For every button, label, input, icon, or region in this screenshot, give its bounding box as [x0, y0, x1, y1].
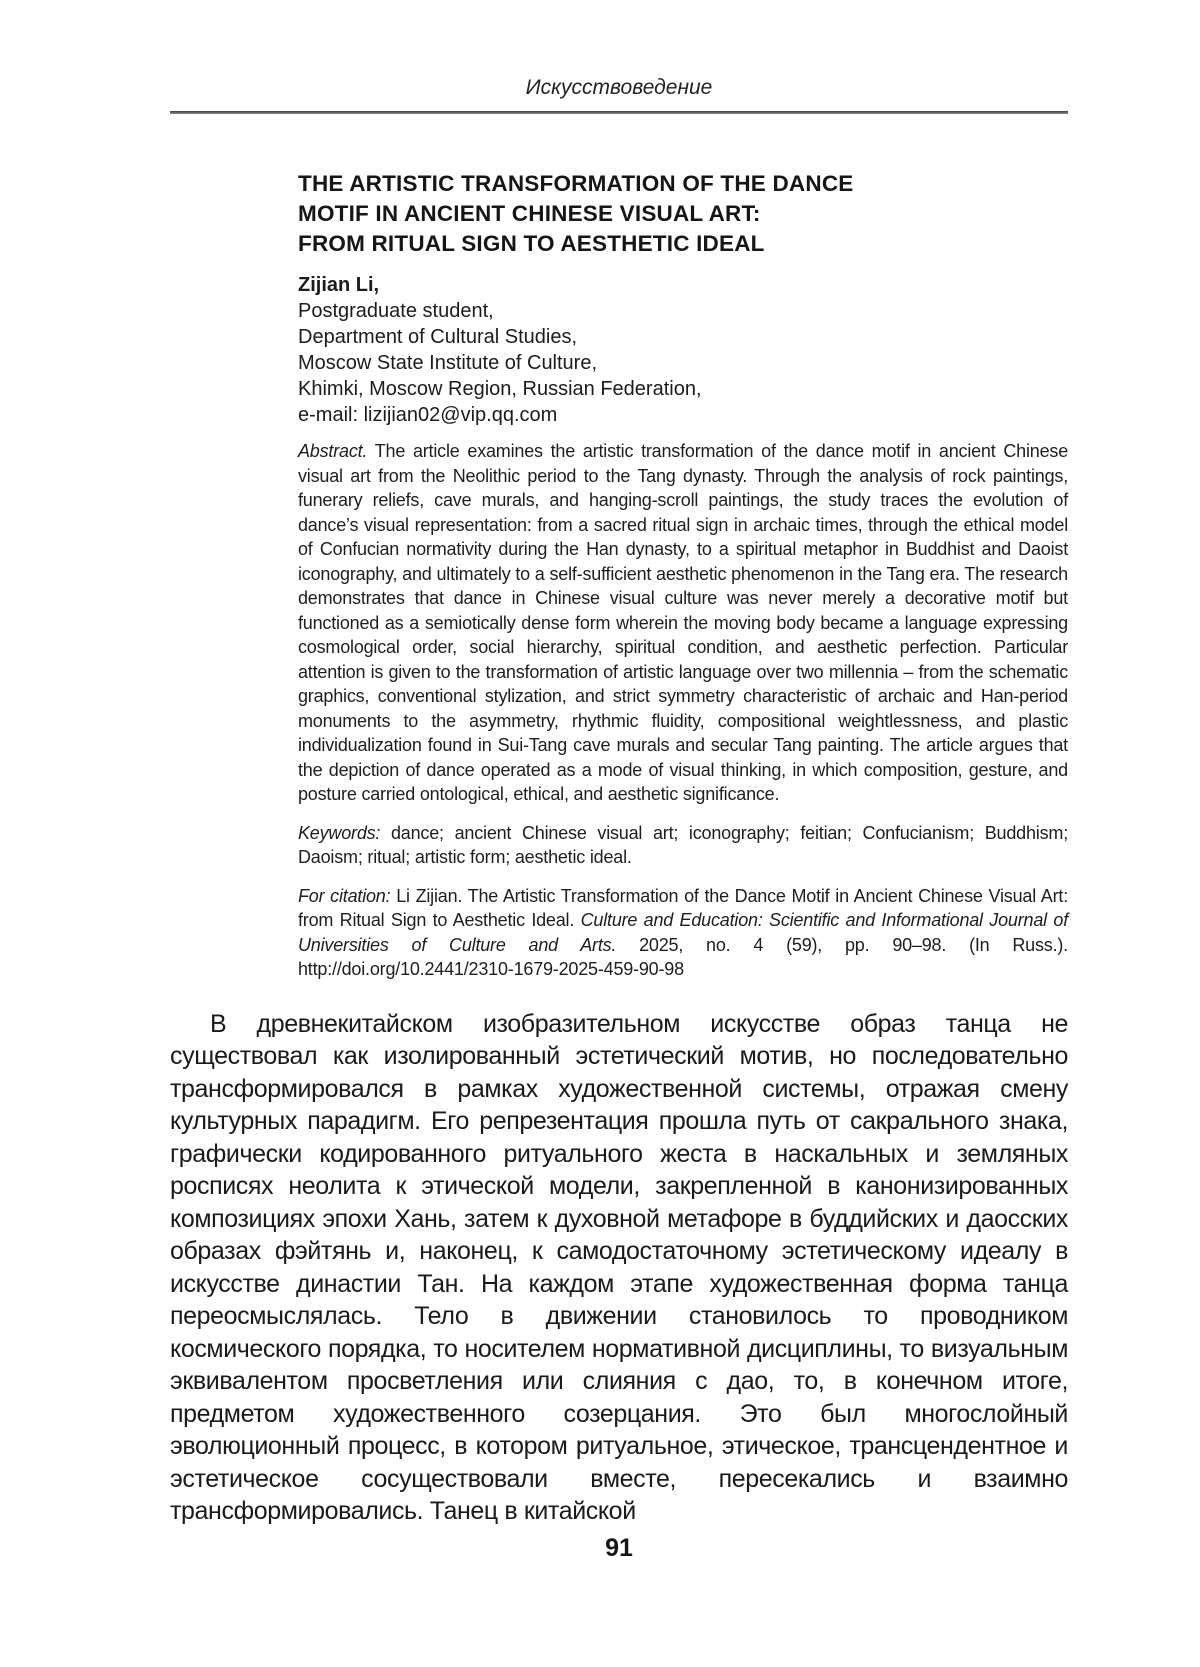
header-rule: [170, 111, 1068, 114]
abstract-label: Abstract.: [298, 441, 368, 461]
article-head-block: [298, 169, 1068, 982]
citation-text: Li Zijian. The Artistic Transformation of the Dance Motif in Ancient Chinese Visual Art: from Ritual Sign to Aesthetic Ideal.: [298, 885, 1068, 930]
citation-paragraph: [298, 884, 1068, 982]
author-affiliation-line: Postgraduate student,: [298, 300, 494, 322]
running-head: Искусствоведение: [525, 76, 713, 99]
title-line: THE ARTISTIC TRANSFORMATION OF THE DANCE: [298, 171, 854, 196]
author-block: [298, 272, 1068, 428]
keywords-label: Keywords:: [298, 822, 381, 843]
page-content: [170, 0, 1068, 1528]
article-title: [298, 169, 1068, 259]
keywords-text: dance; ancient Chinese visual art; iconography; feitian; Confucianism; Buddhism; Daoism; ritual; artistic form; aesthetic ideal.: [298, 822, 1068, 867]
citation-journal-title: Culture and Education: Scientific and Informational Journal of Universities of Culture and Arts.: [298, 910, 1068, 955]
citation-label: For citation:: [298, 885, 391, 906]
abstract-paragraph: [298, 439, 1068, 807]
title-line: FROM RITUAL SIGN TO AESTHETIC IDEAL: [298, 231, 765, 256]
keywords-paragraph: [298, 821, 1068, 870]
author-affiliation-line: Khimki, Moscow Region, Russian Federation,: [298, 378, 702, 400]
title-line: MOTIF IN ANCIENT CHINESE VISUAL ART:: [298, 201, 761, 226]
author-affiliation-line: Moscow State Institute of Culture,: [298, 352, 598, 374]
citation-doi-text: 2025, no. 4 (59), pp. 90–98. (In Russ.). http://doi.org/10.2441/2310-1679-2025-459-90-98: [298, 934, 1068, 979]
author-affiliation-line: Department of Cultural Studies,: [298, 326, 578, 348]
body-paragraph-ru: В древнекитайском изобразительном искусстве образ танца не существовал как изолированный эстетический мотив, но последовательно трансформировался в рамках художественной системы, отражая смену культурных парадигм. Его репрезентация прошла путь от сакрального знака, графически кодированного ритуального жеста в наскальных и земляных росписях неолита к этической модели, закрепленной в канонизированных композициях эпохи Хань, затем к духовной метафоре в буддийских и даосских образах фэйтянь и, наконец, к самодостаточному эстетическому идеалу в искусстве династии Тан. На каждом этапе художественная форма танца переосмыслялась. Тело в движении становилось то проводником космического порядка, то носителем нормативной дисциплины, то визуальным эквивалентом просветления или слияния с дао, то, в конечном итоге, предметом художественного созерцания. Это был многослойный эволюционный процесс, в котором ритуальное, этическое, трансцендентное и эстетическое сосуществовали вместе, пересекались и взаимно трансформировались. Танец в китайской: [170, 1009, 1068, 1525]
author-name: Zijian Li,: [298, 274, 380, 296]
abstract-text: The article examines the artistic transformation of the dance motif in ancient Chinese visual art from the Neolithic period to the Tang dynasty. Through the analysis of rock paintings, funerary reliefs, cave murals, and hanging-scroll paintings, the study traces the evolution of dance’s visual representation: from a sacred ritual sign in archaic times, through the ethical model of Confucian normativity during the Han dynasty, to a spiritual metaphor in Buddhist and Daoist iconography, and ultimately to a self-sufficient aesthetic phenomenon in the Tang era. The research demonstrates that dance in Chinese visual culture was never merely a decorative motif but functioned as a semiotically dense form wherein the moving body became a language expressing cosmological order, social hierarchy, spiritual condition, and aesthetic perfection. Particular attention is given to the transformation of artistic language over two millennia – from the schematic graphics, conventional stylization, and strict symmetry characteristic of archaic and Han-period monuments to the asymmetry, rhythmic fluidity, compositional weightlessness, and plastic individualization found in Sui-Tang cave murals and secular Tang painting. The article argues that the depiction of dance operated as a mode of visual thinking, in which composition, gesture, and posture carried ontological, ethical, and aesthetic significance.: [298, 441, 1068, 804]
author-email-line: e-mail: lizijian02@vip.qq.com: [298, 404, 558, 426]
page-number: 91: [605, 1534, 633, 1562]
